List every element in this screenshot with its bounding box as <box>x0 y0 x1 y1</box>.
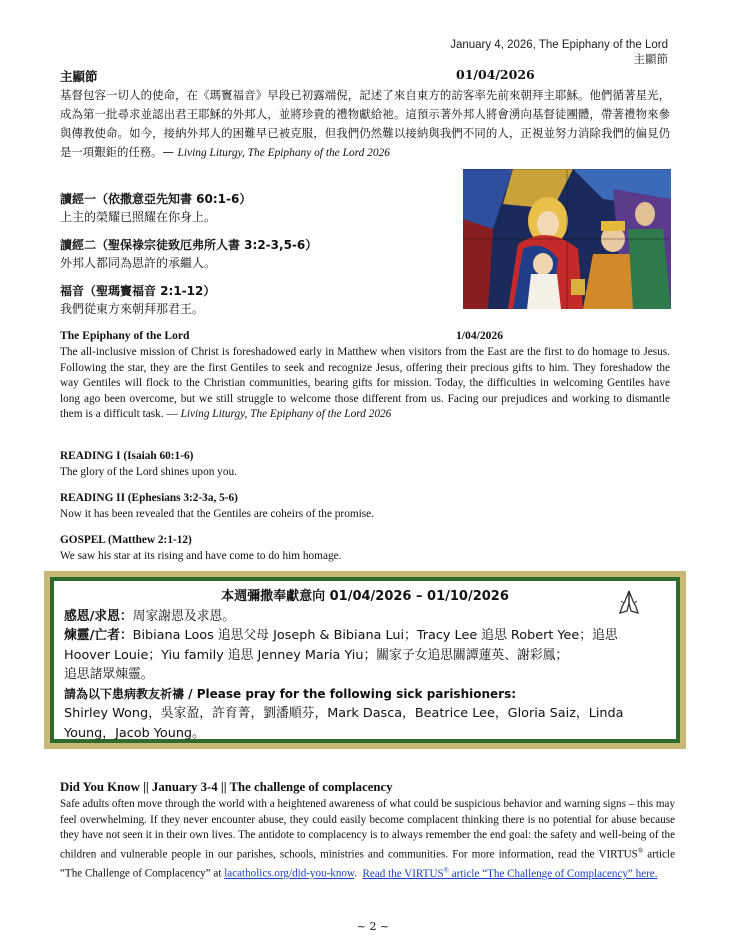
dyk-body: Safe adults often move through the world with a heightened awareness of what could be suspicious behavior and warning signs – this may feel overwhelming. If they never encounter abuse, they could easily become complacent thinking there is no potential for abuse because they have not seen it in their own lives. The antidote to complacency is to always remember the end goal: the safety and well-being of the children and vulnerable people in our parishes, schools, ministries and communities. For more information, read the VIRTUS® article “The Challenge of Complacency” at lacatholics.org/did-you-know. Read the VIRTUS® article “The Challenge of Complacency” here. <box>60 798 675 880</box>
sick-label: 請為以下患病教友祈禱 / Please pray for the following sick parishioners: <box>64 686 517 701</box>
zh-gospel-text: 我們從東方來朝拜那君王。 <box>60 302 205 316</box>
zh-reading2-title: 讀經二（聖保祿宗徒致厄弗所人書 3:2-3,5-6） <box>60 238 318 252</box>
dyk-link-article-b: article “The Challenge of Complacency” here. <box>448 867 658 880</box>
en-title: The Epiphany of the Lord <box>60 329 190 342</box>
en-reflection-text: The all-inclusive mission of Christ is foreshadowed early in Matthew when visitors from the East are the first to do homage to Jesus. Following the star, they are the first Gentiles to seek and recognize Jesus, offering their precious gifts to him. They foreshadow the way Gentiles will flock to the Christian communities, bearing gifts for mission. Today, the difficulties in welcoming Gentiles have long ago been overcome, but we still struggle to welcome those different from us. Facing our prejudices and working to dismantle them is a difficult task. — <box>60 346 670 420</box>
mass-intentions-title: 本週彌撒奉獻意向 01/04/2026 – 01/10/2026 <box>221 589 509 604</box>
dyk-title: Did You Know || January 3-4 || The challenge of complacency <box>60 780 393 794</box>
zh-reflection <box>60 86 670 163</box>
en-reading2-text: Now it has been revealed that the Gentiles are coheirs of the promise. <box>60 507 375 520</box>
en-reading1-text: The glory of the Lord shines upon you. <box>60 465 237 478</box>
sick-text: Shirley Wong，吳家盈，許育菁，劉潘順芬，Mark Dasca，Beatrice Lee，Gloria Saiz，Linda Young，Jacob Young。 <box>64 706 624 741</box>
mass-intentions-box <box>44 571 686 749</box>
dyk-link-reg-mark: ® <box>443 866 449 875</box>
zh-readings <box>60 190 455 318</box>
dyk-reg-mark: ® <box>637 846 644 855</box>
zh-title: 主顯節 <box>60 69 98 84</box>
zh-date: 01/04/2026 <box>456 67 535 82</box>
souls-line <box>64 626 666 665</box>
souls-line2: 追思諸眾煉靈。 <box>64 667 154 682</box>
en-date: 1/04/2026 <box>456 329 504 342</box>
en-reading1-title: READING I (Isaiah 60:1-6) <box>60 450 194 462</box>
en-reflection-source: Living Liturgy, The Epiphany of the Lord 2026 <box>180 408 392 420</box>
nativity-stained-glass-image <box>463 169 671 309</box>
souls-text: Bibiana Loos 追思父母 Joseph & Bibiana Lui；Tracy Lee 追思 Robert Yee；追思 Hoover Louie；Yiu family 追思 Jenney Maria Yiu；關家子女追思關譚蓮英、謝彩鳳； <box>64 628 618 663</box>
zh-reading2-text: 外邦人都同為恩許的承繼人。 <box>60 256 217 270</box>
thanks-label: 感恩/求恩： <box>64 608 133 624</box>
en-reading2-title: READING II (Ephesians 3:2-3a, 5-6) <box>60 492 238 504</box>
header-line1: January 4, 2026, The Epiphany of the Lord <box>450 39 668 51</box>
header-line2: 主顯節 <box>633 52 668 66</box>
zh-reflection-text: 基督包容一切人的使命，在《瑪竇福音》早段已初露端倪，記述了來自東方的訪客率先前來朝拜主耶穌。他們循著星光，成為第一批尋求並認出君王耶穌的外邦人，並將珍貴的禮物獻給祂。這預示著外邦人將會湧向基督徒團體，帶著禮物來參與傳教使命。如今，接納外邦人的困難早已被克服，但我們仍然難以接納與我們不同的人，正視並努力消除我們的偏見仍是一項艱鉅的任務。— <box>60 88 670 159</box>
en-gospel-title: GOSPEL (Matthew 2:1-12) <box>60 534 192 546</box>
dyk-link-site[interactable]: lacatholics.org/did-you-know <box>224 867 355 880</box>
page-header <box>450 38 668 66</box>
zh-reflection-source: Living Liturgy, The Epiphany of the Lord 2026 <box>177 147 390 159</box>
dyk-text-cont: article “The Challenge of Complacency” at <box>60 848 675 880</box>
zh-reading1-title: 讀經一（依撒意亞先知書 60:1-6） <box>60 192 252 206</box>
en-gospel-text: We saw his star at its rising and have come to do him homage. <box>60 549 342 562</box>
page-number: ~ 2 ~ <box>356 920 390 933</box>
souls-label: 煉靈/亡者： <box>64 628 133 643</box>
zh-gospel-title: 福音（聖瑪竇福音 2:1-12） <box>60 284 216 298</box>
en-reflection <box>60 345 670 423</box>
praying-hands-icon <box>618 589 640 615</box>
dyk-link-article-a: Read the VIRTUS <box>362 867 444 880</box>
thanks-line <box>64 607 666 627</box>
en-readings <box>60 449 670 564</box>
dyk-link-article[interactable] <box>363 868 658 880</box>
zh-reading1-text: 上主的榮耀已照耀在你身上。 <box>60 210 217 224</box>
dyk-text: Safe adults often move through the world with a heightened awareness of what could be suspicious behavior and warning signs – this may feel overwhelming. If they never encounter abuse, they could easily become complacent thinking there is no potential for abuse because they have not seen it in their own lives. The antidote to complacency is to always remember the end goal: the safety and well-being of the children and vulnerable people in our parishes, schools, ministries and communities. For more information, read the VIRTUS <box>60 798 675 861</box>
thanks-text: 周家謝恩及求恩。 <box>132 608 236 624</box>
